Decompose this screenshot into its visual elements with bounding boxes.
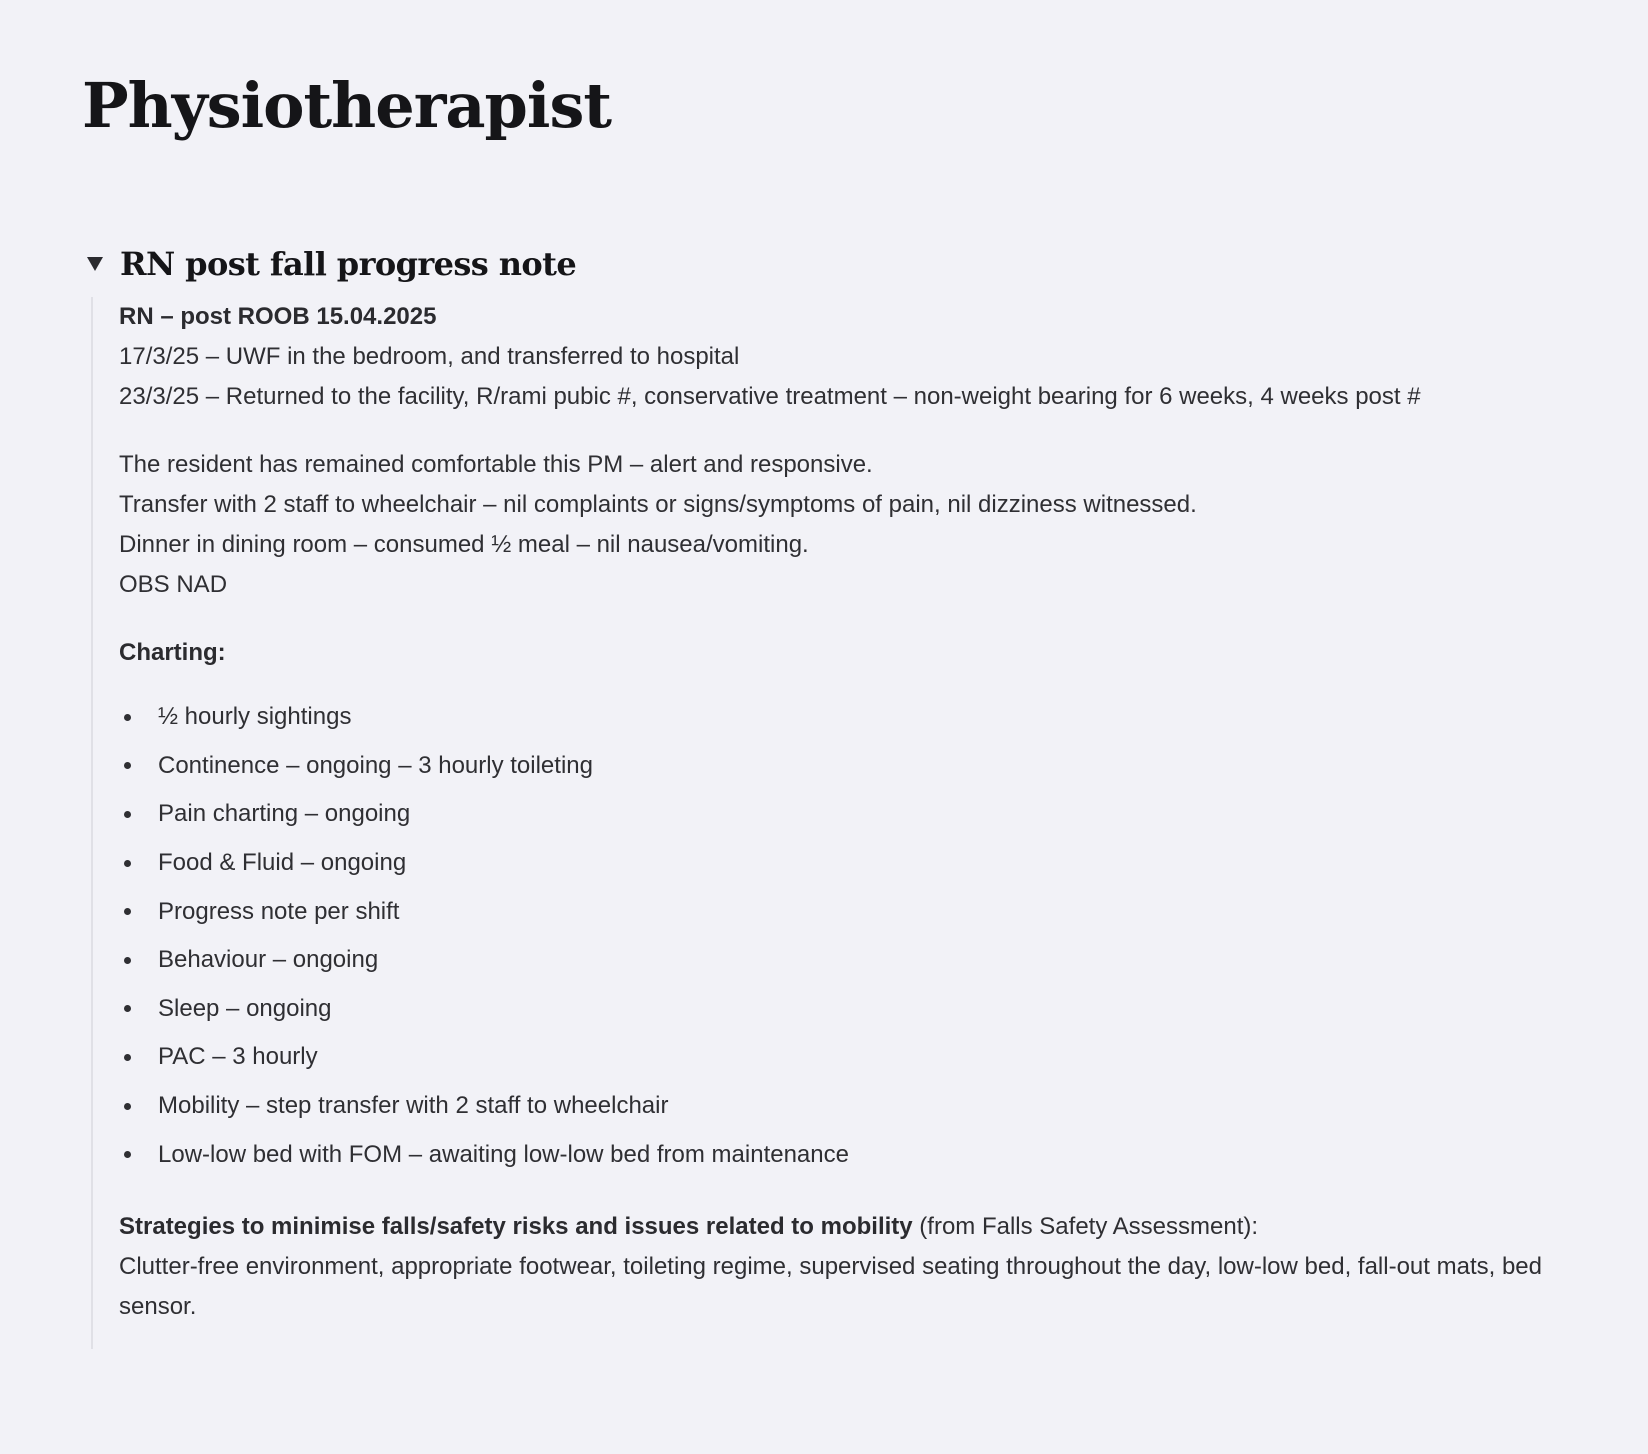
section-body xyxy=(91,297,1566,1349)
list-item xyxy=(119,1082,1566,1131)
status-line: OBS NAD xyxy=(119,571,228,598)
charting-label: Charting: xyxy=(119,639,226,666)
list-item xyxy=(119,790,1566,839)
bullet-icon xyxy=(124,860,131,867)
triangle-down-icon[interactable] xyxy=(86,252,116,276)
status-block xyxy=(119,445,1566,605)
list-item-text: Behaviour – ongoing xyxy=(158,946,379,974)
list-item-text: Mobility – step transfer with 2 staff to wheelchair xyxy=(158,1092,669,1120)
status-line: Dinner in dining room – consumed ½ meal – nil nausea/vomiting. xyxy=(119,531,809,558)
list-item-text: Food & Fluid – ongoing xyxy=(158,849,407,877)
list-item xyxy=(119,1033,1566,1082)
list-item-text: Sleep – ongoing xyxy=(158,994,332,1022)
charting-block xyxy=(119,633,1566,1179)
strategies-source: (from Falls Safety Assessment): xyxy=(912,1212,1259,1240)
list-item-text: Progress note per shift xyxy=(158,897,400,925)
history-line: 23/3/25 – Returned to the facility, R/rami pubic #, conservative treatment – non-weight bearing for 6 weeks, 4 weeks post # xyxy=(119,383,1421,410)
bullet-icon xyxy=(124,957,131,964)
bullet-icon xyxy=(124,1103,131,1110)
list-item xyxy=(119,985,1566,1034)
list-item-text: Low-low bed with FOM – awaiting low-low bed from maintenance xyxy=(158,1140,849,1168)
bullet-icon xyxy=(124,714,131,721)
bullet-icon xyxy=(124,1054,131,1061)
strategies-block xyxy=(119,1207,1566,1327)
list-item-text: ½ hourly sightings xyxy=(158,703,352,731)
list-item xyxy=(119,839,1566,888)
note-heading: RN – post ROOB 15.04.2025 xyxy=(119,303,437,330)
list-item-text: Continence – ongoing – 3 hourly toileting xyxy=(158,751,593,779)
list-item-text: PAC – 3 hourly xyxy=(158,1043,318,1071)
list-item xyxy=(119,693,1566,742)
page-title: Physiotherapist xyxy=(82,69,611,142)
list-item xyxy=(119,742,1566,791)
strategies-label: Strategies to minimise falls/safety risks and issues related to mobility xyxy=(119,1212,913,1240)
bullet-icon xyxy=(124,762,131,769)
bullet-icon xyxy=(124,908,131,915)
bullet-icon xyxy=(124,811,131,818)
strategies-heading xyxy=(119,1207,1566,1247)
status-line: The resident has remained comfortable this PM – alert and responsive. xyxy=(119,451,873,478)
history-block xyxy=(119,297,1566,417)
charting-list xyxy=(119,693,1566,1179)
list-item-text: Pain charting – ongoing xyxy=(158,800,411,828)
list-item xyxy=(119,887,1566,936)
status-line: Transfer with 2 staff to wheelchair – nil complaints or signs/symptoms of pain, nil dizziness witnessed. xyxy=(119,491,1197,518)
section-toggle[interactable] xyxy=(82,239,1566,289)
list-item xyxy=(119,936,1566,985)
list-item xyxy=(119,1130,1566,1179)
strategies-text: Clutter-free environment, appropriate footwear, toileting regime, supervised seating throughout the day, low-low bed, fall-out mats, bed sensor. xyxy=(119,1252,1542,1320)
history-line: 17/3/25 – UWF in the bedroom, and transferred to hospital xyxy=(119,343,740,370)
section-title: RN post fall progress note xyxy=(120,245,577,283)
bullet-icon xyxy=(124,1005,131,1012)
bullet-icon xyxy=(124,1151,131,1158)
progress-note-section xyxy=(82,239,1566,1349)
